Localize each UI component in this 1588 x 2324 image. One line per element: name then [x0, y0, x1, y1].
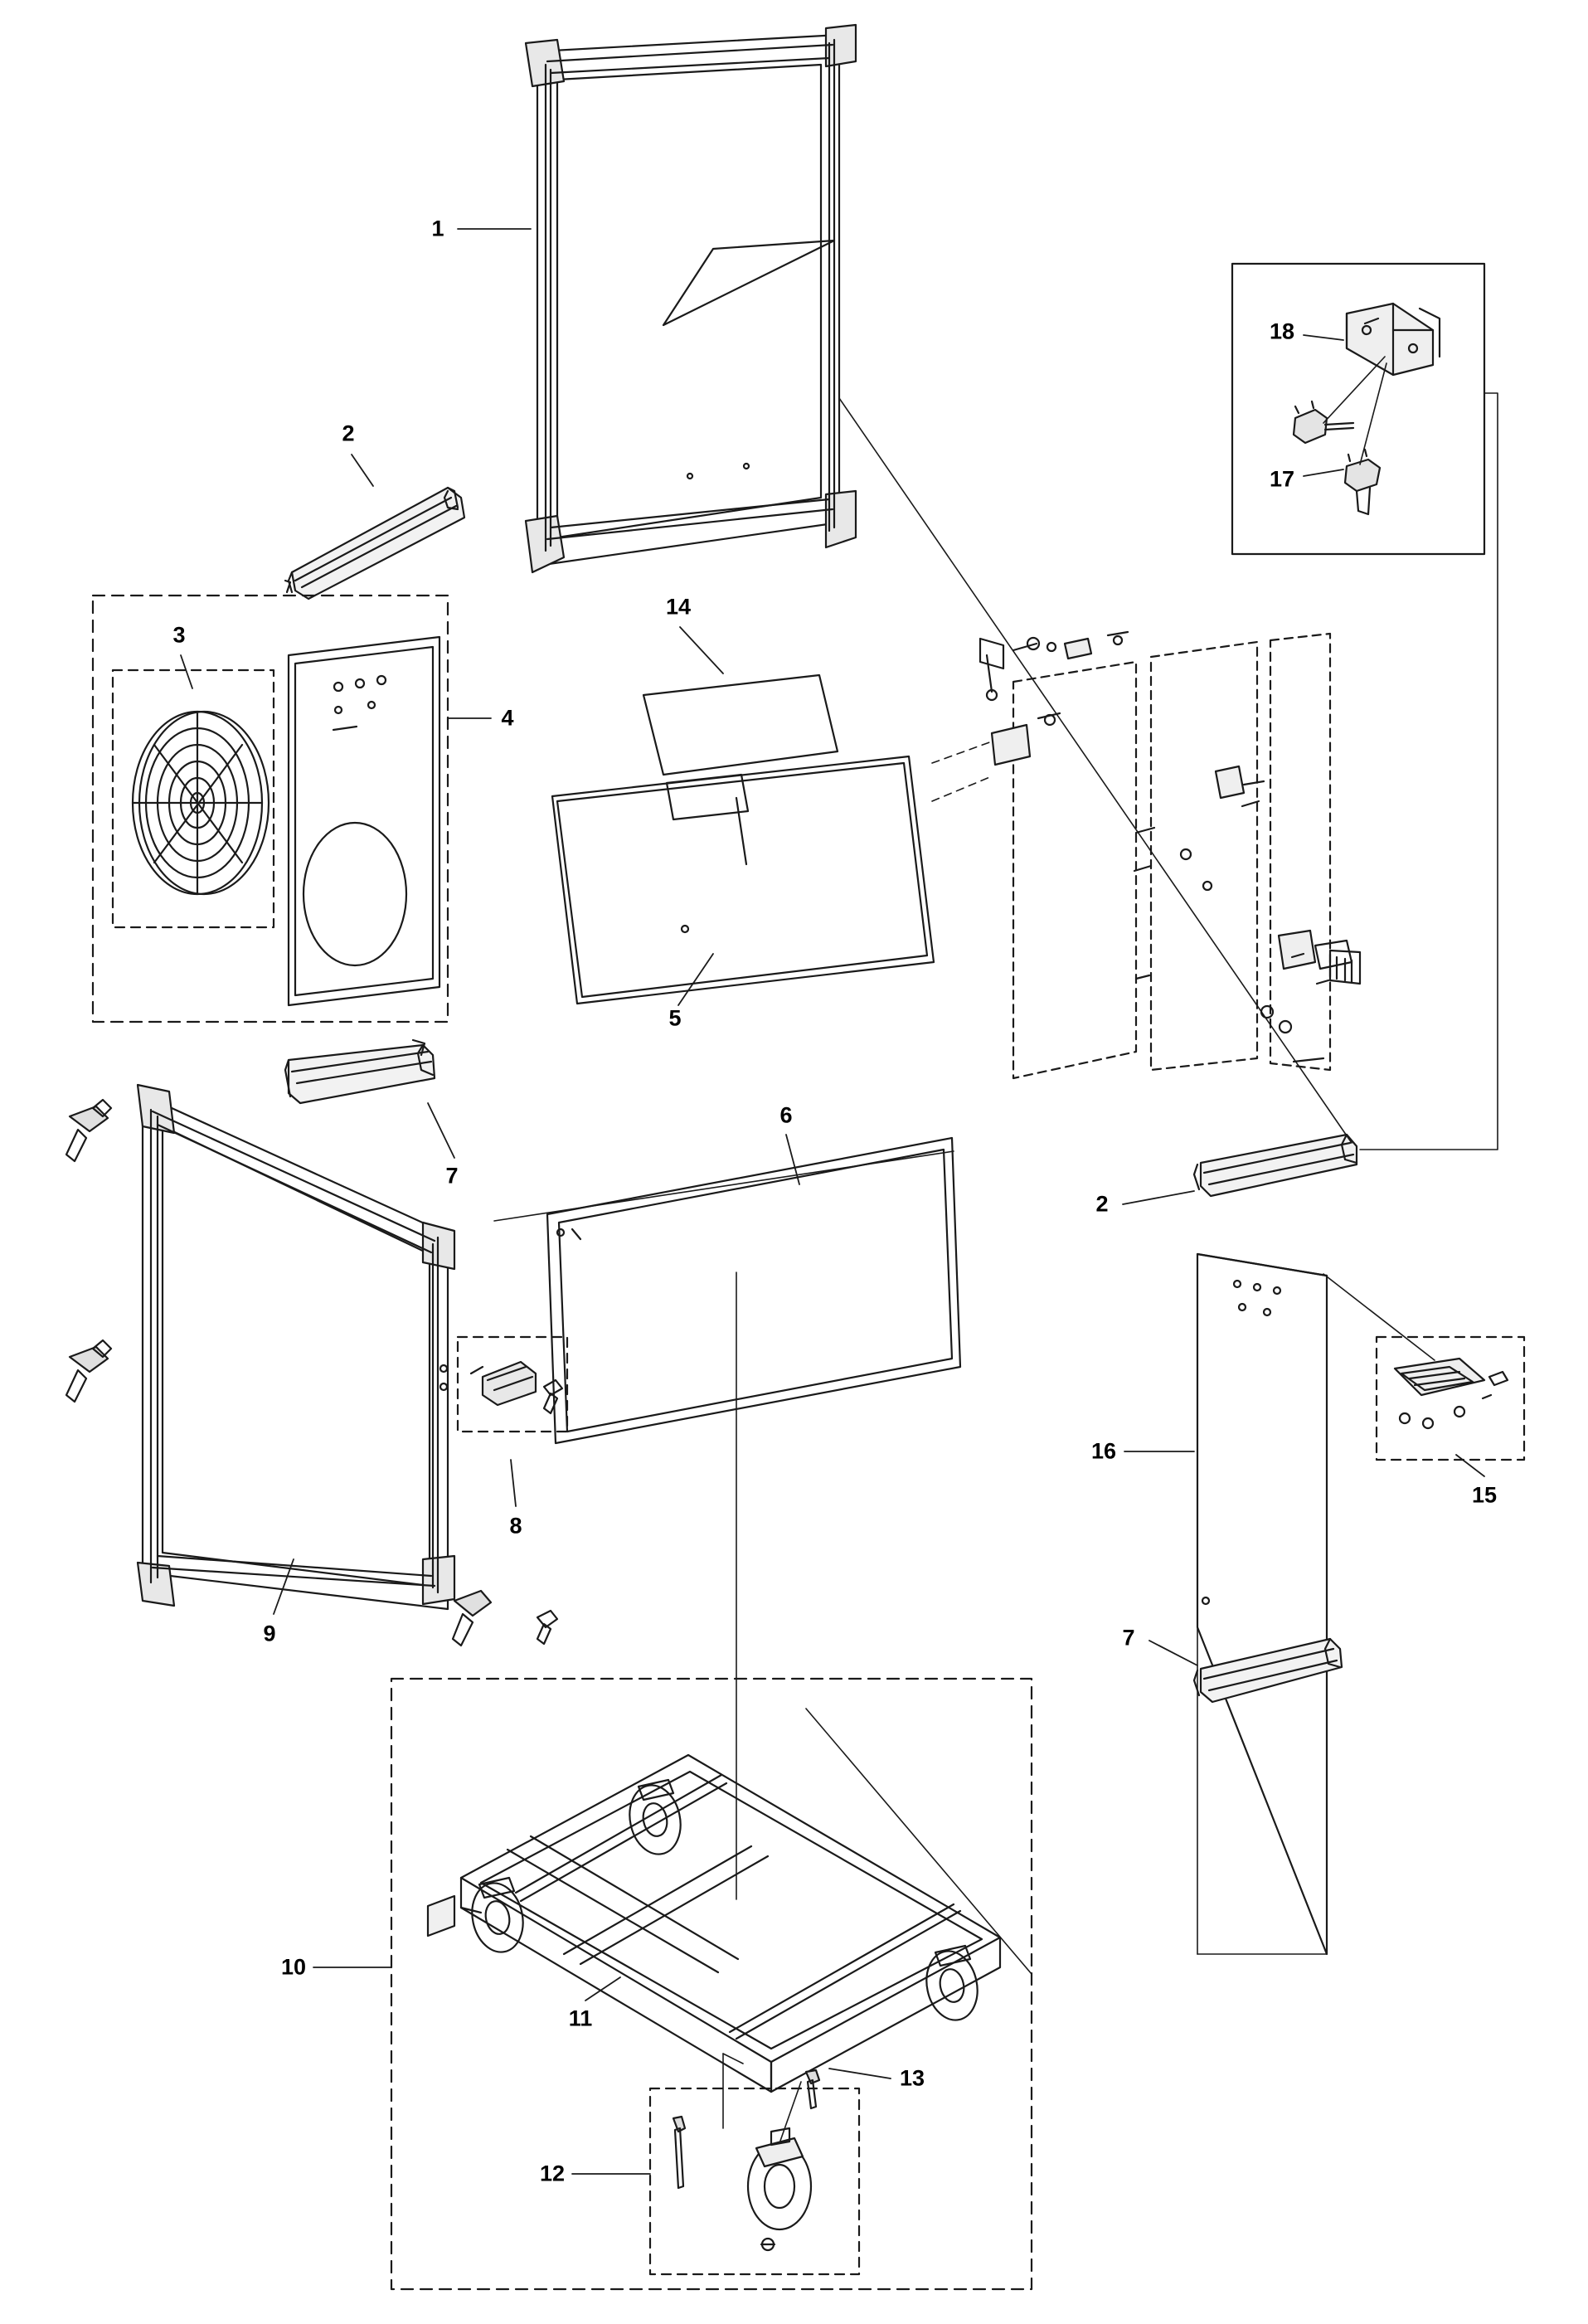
- callout-1: 1: [431, 216, 444, 241]
- part-2-upper-rail-trim-left: [285, 488, 464, 599]
- part-1-front-frame-panel: [526, 0, 856, 572]
- part-4-side-access-panel: [289, 637, 439, 1005]
- callout-4: 4: [501, 705, 514, 731]
- part-12-caster-assembly: [748, 2128, 811, 2250]
- group-handle-kit: [1377, 1337, 1524, 1460]
- part-11-base-frame: [428, 1755, 1000, 2092]
- callout-15: 15: [1471, 1482, 1498, 1508]
- part-16-side-panel: [1197, 1254, 1327, 1954]
- callout-12: 12: [539, 2161, 566, 2186]
- callout-3: 3: [172, 622, 186, 648]
- part-5-top-plate: [552, 756, 934, 1004]
- callout-7-right: 7: [1122, 1625, 1135, 1651]
- callout-18: 18: [1269, 318, 1295, 344]
- part-17-knob-screw-lower: [1345, 450, 1380, 514]
- callout-9: 9: [263, 1621, 276, 1646]
- part-6-bottom-plate: [547, 1138, 960, 1443]
- callout-6: 6: [779, 1102, 793, 1128]
- callout-17: 17: [1269, 466, 1295, 492]
- callout-2-left: 2: [342, 421, 355, 446]
- control-panel-assembly: [1013, 634, 1330, 1078]
- part-3-fan-guard: [133, 712, 269, 894]
- part-2-upper-rail-trim-right: [1194, 1135, 1357, 1196]
- part-14-filler-plate: [643, 675, 838, 775]
- callout-2-right: 2: [1095, 1191, 1109, 1217]
- part-12-bolt: [673, 2117, 685, 2188]
- part-8-latch-bracket: [471, 1362, 562, 1413]
- part-9-rear-frame-panel: [138, 1085, 454, 1609]
- callout-14: 14: [665, 594, 692, 620]
- callout-8: 8: [509, 1513, 522, 1539]
- callout-7-left: 7: [445, 1163, 459, 1189]
- callout-16: 16: [1090, 1438, 1117, 1464]
- callout-11: 11: [568, 2006, 593, 2031]
- part-15-handle: [1395, 1359, 1508, 1428]
- part-7-cross-rail-left: [285, 1040, 435, 1103]
- callout-10: 10: [280, 1954, 307, 1980]
- callout-13: 13: [899, 2065, 925, 2091]
- callout-5: 5: [668, 1005, 682, 1031]
- control-panel-components: [980, 632, 1360, 1062]
- part-18-corner-bracket: [1347, 304, 1440, 375]
